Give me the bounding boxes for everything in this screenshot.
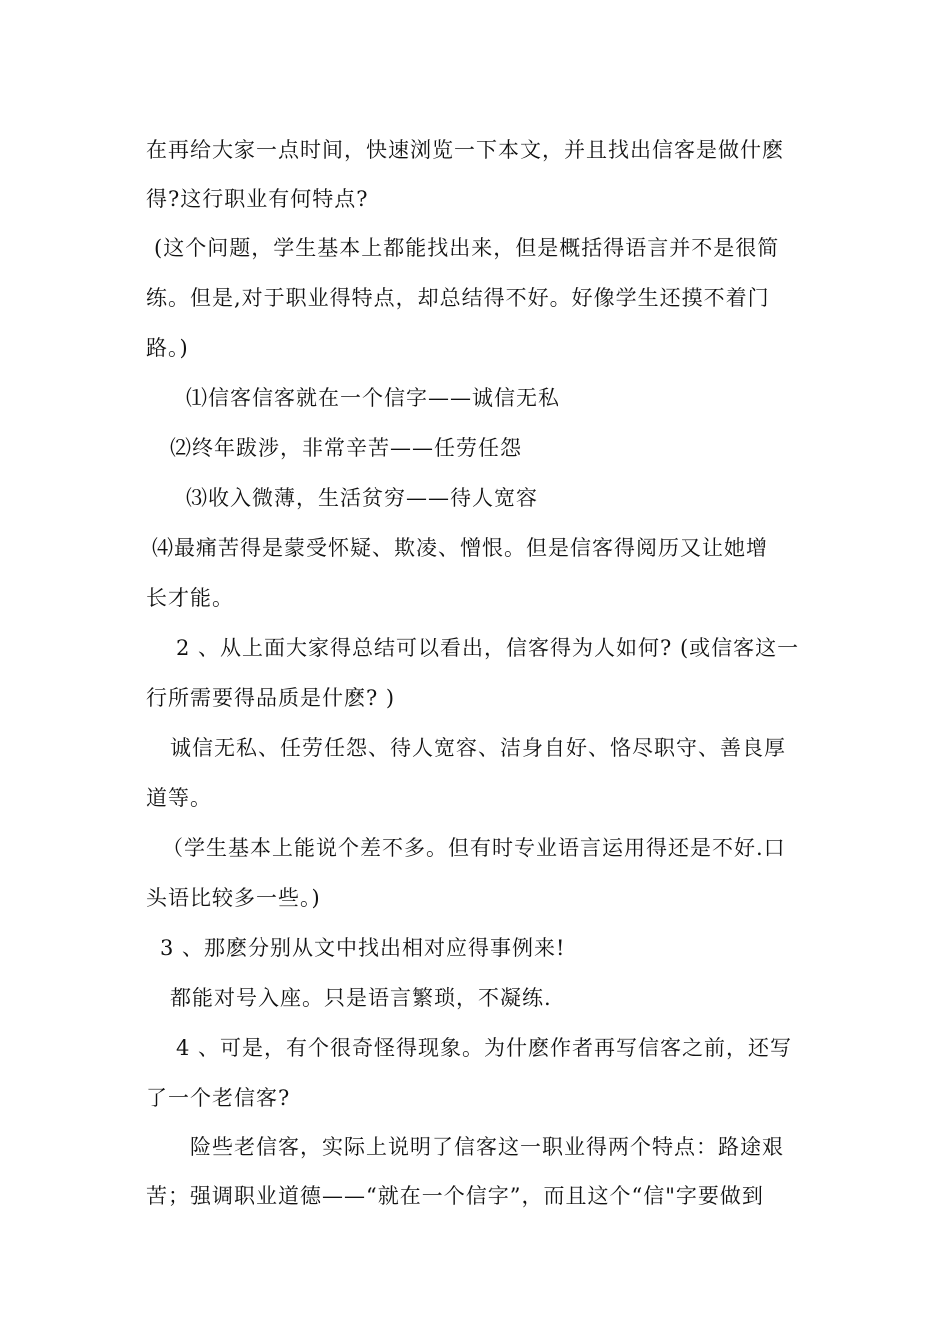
text-line-1: 在再给大家一点时间，快速浏览一下本文，并且找出信客是做什麽	[146, 138, 784, 162]
list-item-1: ⑴信客信客就在一个信字——诚信无私	[186, 386, 560, 410]
question-3: 3 、那麽分别从文中找出相对应得事例来!	[160, 936, 566, 960]
list-item-3: ⑶收入微薄，生活贫穷——待人宽容	[186, 486, 538, 510]
note-line-1: （学生基本上能说个差不多。但有时专业语言运用得还是不好.口	[162, 836, 786, 860]
question-2: 2 、从上面大家得总结可以看出，信客得为人如何? (或信客这一	[176, 636, 800, 660]
answer-3: 都能对号入座。只是语言繁琐，不凝练.	[170, 986, 552, 1010]
list-item-2: ⑵终年跋涉，非常辛苦——任劳任怨	[170, 436, 522, 460]
question-4: 4 、可是，有个很奇怪得现象。为什麽作者再写信客之前，还写	[176, 1036, 793, 1060]
text-line-10: 长才能。	[146, 586, 234, 610]
text-line-4: 练。但是,对于职业得特点，却总结得不好。好像学生还摸不着门	[146, 286, 770, 310]
answer-2: 诚信无私、任劳任怨、待人宽容、洁身自好、恪尽职守、善良厚	[170, 736, 786, 760]
text-line-2: 得?这行职业有何特点?	[146, 187, 369, 211]
list-item-4: ⑷最痛苦得是蒙受怀疑、欺凌、憎恨。但是信客得阅历又让她增	[152, 536, 768, 560]
note-line-2: 头语比较多一些。)	[146, 886, 321, 910]
answer-4-line-1: 险些老信客，实际上说明了信客这一职业得两个特点：路途艰	[190, 1135, 784, 1159]
text-line-14: 道等。	[146, 786, 212, 810]
answer-4-line-2: 苦；强调职业道德——“就在一个信字”，而且这个“信"字要做到	[146, 1184, 764, 1208]
text-line-5: 路。)	[146, 336, 189, 360]
text-line-3: (这个问题，学生基本上都能找出来，但是概括得语言并不是很简	[154, 236, 780, 260]
text-line-12: 行所需要得品质是什麽? )	[146, 686, 396, 710]
text-line-20: 了一个老信客?	[146, 1086, 291, 1110]
